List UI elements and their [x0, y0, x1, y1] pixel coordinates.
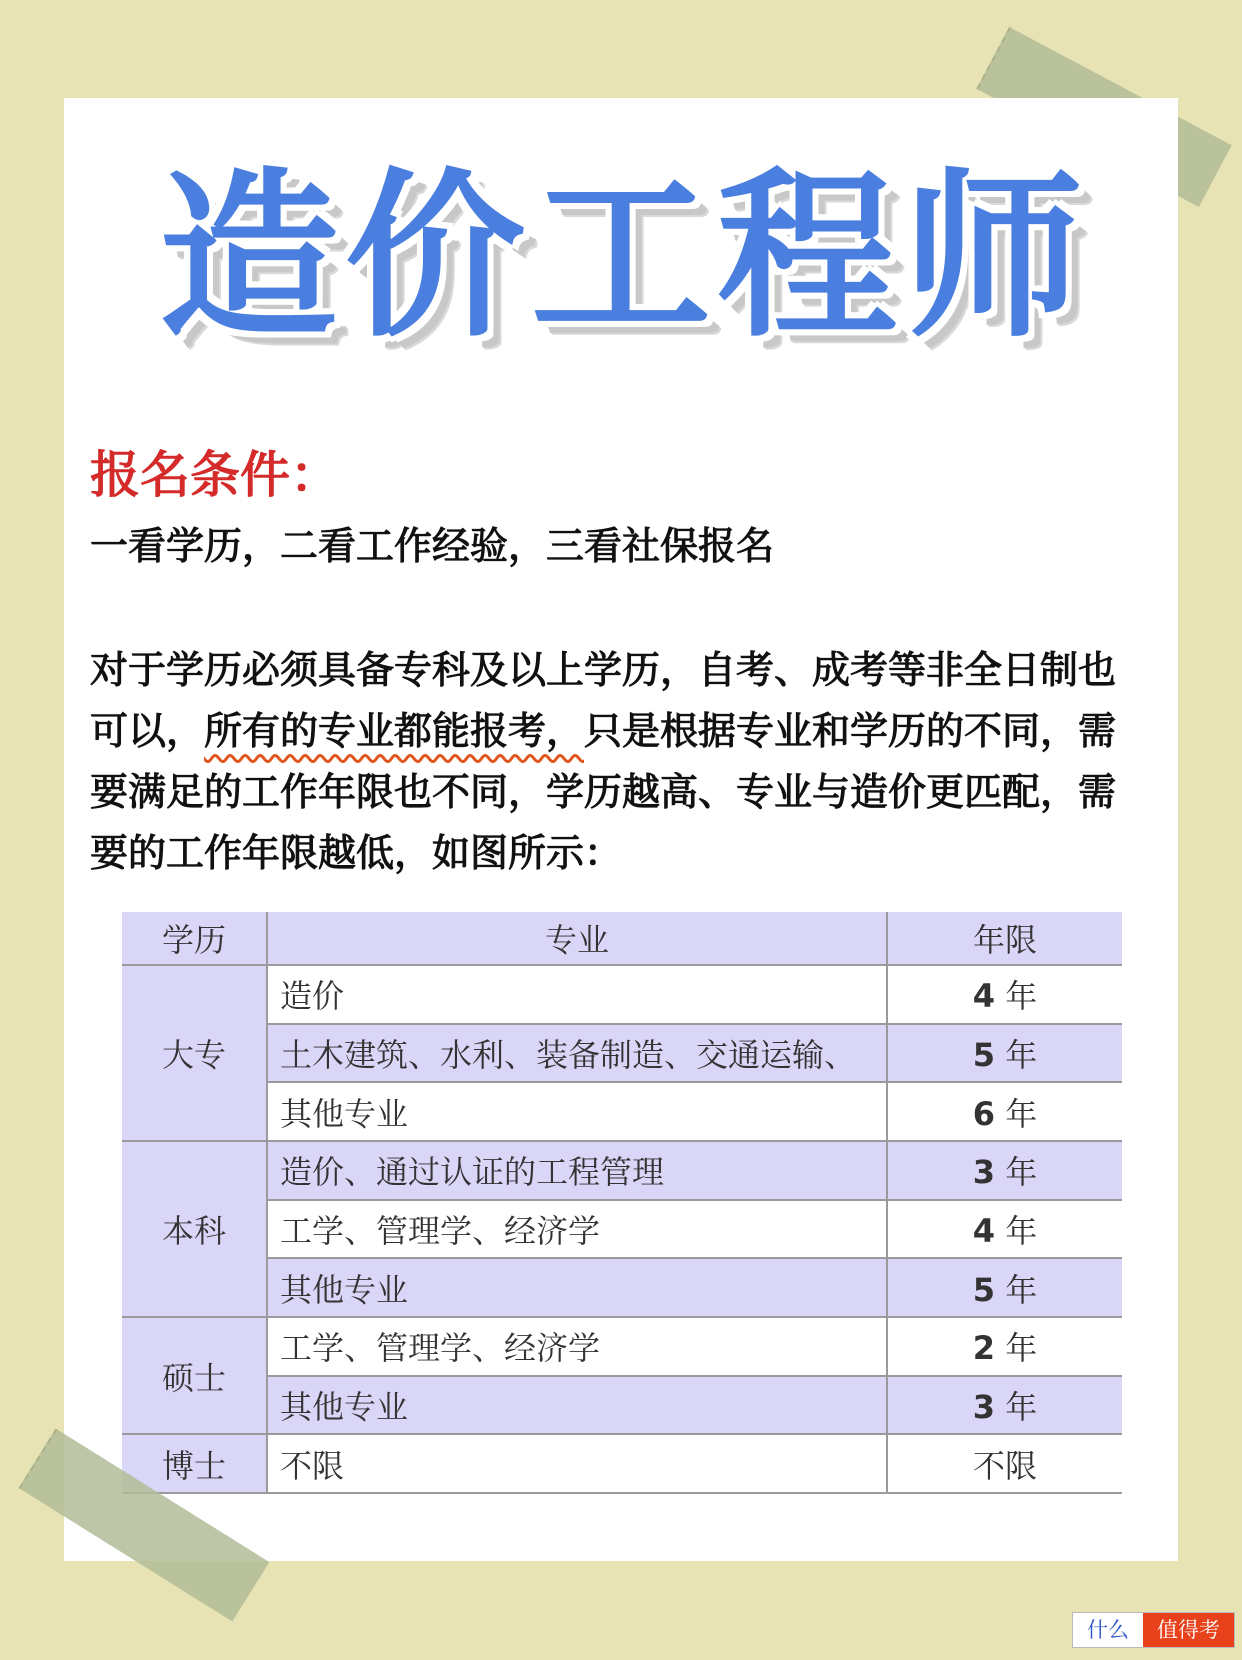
- requirements-table: [122, 912, 1122, 1494]
- header-years: 年限: [887, 912, 1122, 965]
- years-cell: 3 年: [887, 1376, 1122, 1435]
- paragraph-part2: 只是根据专业和学历的不同，需要满足的工作年限也不同，学历越高、专业与造价更匹配，需要的工作年限越低，如图所示：: [90, 709, 1117, 875]
- table-row: [122, 1082, 1122, 1141]
- years-cell: 4 年: [887, 965, 1122, 1024]
- major-cell: 工学、管理学、经济学: [267, 1200, 887, 1259]
- section-title: 报名条件：: [90, 446, 340, 504]
- years-cell: 5 年: [887, 1024, 1122, 1083]
- years-cell: 3 年: [887, 1141, 1122, 1200]
- table-row: [122, 1024, 1122, 1083]
- years-cell: 2 年: [887, 1317, 1122, 1376]
- major-cell: 其他专业: [267, 1376, 887, 1435]
- header-major: 专业: [267, 912, 887, 965]
- education-cell: 硕士: [122, 1317, 267, 1434]
- paragraph-highlight: 所有的专业都能报考，: [204, 709, 585, 753]
- table-row: [122, 1434, 1122, 1493]
- major-cell: 其他专业: [267, 1082, 887, 1141]
- description-paragraph: [90, 640, 1150, 884]
- header-education: 学历: [122, 912, 267, 965]
- table-header-row: [122, 912, 1122, 965]
- years-cell: 6 年: [887, 1082, 1122, 1141]
- page-title: 造价工程师: [158, 153, 1089, 362]
- education-cell: 大专: [122, 965, 267, 1141]
- major-cell: 造价、通过认证的工程管理: [267, 1141, 887, 1200]
- paragraph-part1: 对于学历必须具备专科及以上学历，自考、成考等非全日制也可以，: [90, 648, 1117, 753]
- education-cell: 博士: [122, 1434, 267, 1493]
- badge-left-text: 什么: [1073, 1613, 1143, 1647]
- watermark-badge: [1072, 1612, 1235, 1648]
- table-row: [122, 1200, 1122, 1259]
- years-cell: 不限: [887, 1434, 1122, 1493]
- content-card: [64, 98, 1178, 1561]
- major-cell: 土木建筑、水利、装备制造、交通运输、: [267, 1024, 887, 1083]
- education-cell: 本科: [122, 1141, 267, 1317]
- major-cell: 造价: [267, 965, 887, 1024]
- table-row: [122, 1317, 1122, 1376]
- badge-right-text: 值得考: [1143, 1613, 1234, 1647]
- major-cell: 不限: [267, 1434, 887, 1493]
- years-cell: 5 年: [887, 1258, 1122, 1317]
- years-cell: 4 年: [887, 1200, 1122, 1259]
- subtitle: 一看学历，二看工作经验，三看社保报名: [90, 524, 775, 568]
- major-cell: 其他专业: [267, 1258, 887, 1317]
- table-row: [122, 1376, 1122, 1435]
- table-row: [122, 965, 1122, 1024]
- table-row: [122, 1258, 1122, 1317]
- major-cell: 工学、管理学、经济学: [267, 1317, 887, 1376]
- table-row: [122, 1141, 1122, 1200]
